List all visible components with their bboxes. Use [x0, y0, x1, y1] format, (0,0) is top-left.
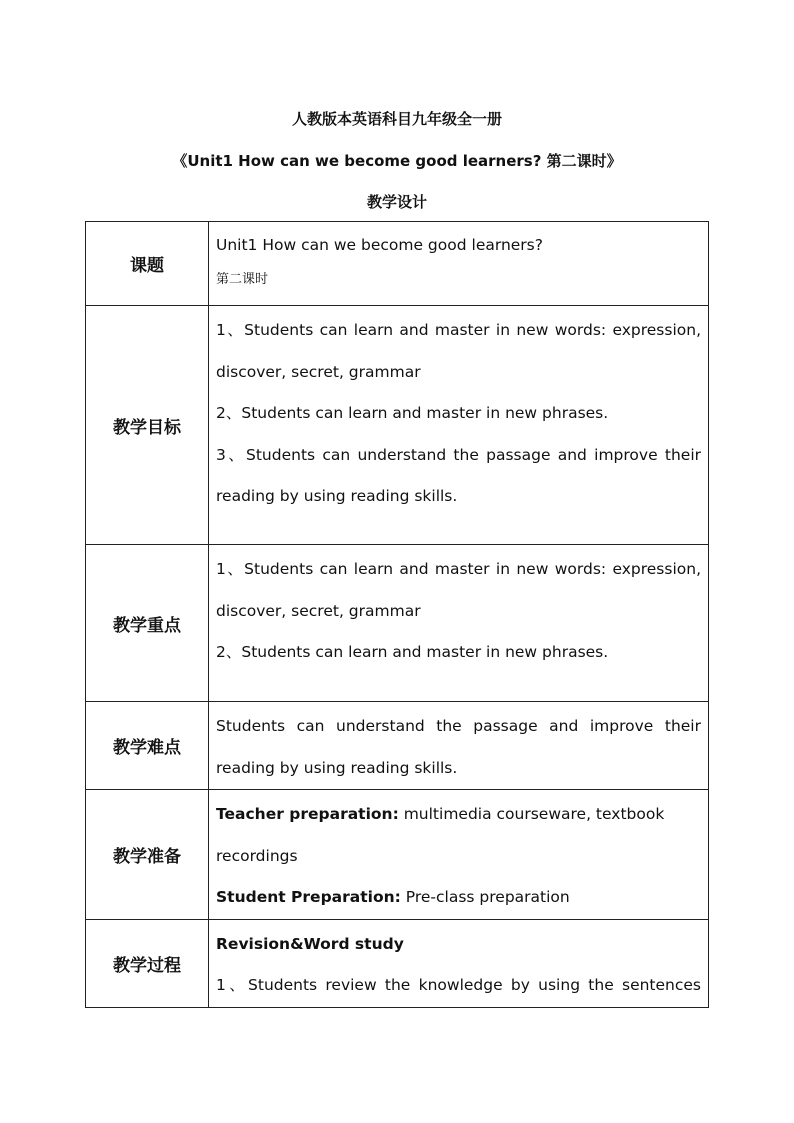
content-preparation [209, 790, 709, 920]
label-preparation: 教学准备 [86, 790, 209, 920]
lesson-title: 《Unit1 How can we become good learners? 第二课时》 [172, 152, 622, 170]
objective-line: 2、Students can learn and master in new phrases. [216, 404, 609, 422]
student-preparation-label: Student Preparation: [216, 888, 401, 906]
teacher-preparation [216, 794, 701, 836]
student-preparation-text: Pre-class preparation [400, 888, 570, 906]
teacher-preparation-cont: recordings [216, 846, 298, 865]
content-topic [209, 222, 709, 306]
content-key-points [209, 545, 709, 702]
teacher-preparation-label: Teacher preparation: [216, 805, 399, 823]
content-objectives [209, 306, 709, 545]
row-preparation [86, 790, 709, 920]
row-objectives [86, 306, 709, 545]
difficulty-line: Students can understand the passage and improve their [216, 717, 701, 735]
document-type: 教学设计 [366, 193, 427, 211]
process-heading-text: Revision&Word study [216, 934, 404, 953]
label-process: 教学过程 [86, 919, 209, 1007]
row-process [86, 919, 709, 1007]
label-difficulties: 教学难点 [86, 702, 209, 790]
objective-line: reading by using reading skills. [216, 487, 458, 505]
content-difficulties [209, 702, 709, 790]
content-process [209, 919, 709, 1007]
lesson-plan-table [85, 221, 709, 1008]
objective-line: 1、Students can learn and master in new words: expression, [216, 321, 701, 339]
topic-subtitle: 第二课时 [216, 272, 269, 287]
topic-title: Unit1 How can we become good learners? [216, 236, 543, 254]
label-objectives: 教学目标 [86, 306, 209, 545]
key-point-line: 1、Students can learn and master in new words: expression, [216, 560, 701, 578]
objective-line: 3、Students can understand the passage and improve their [216, 445, 701, 464]
teacher-preparation-text: multimedia courseware, textbook [398, 805, 665, 823]
objective-line: discover, secret, grammar [216, 362, 421, 381]
process-line: 1、Students review the knowledge by using the sentences [216, 976, 701, 994]
row-difficulties [86, 702, 709, 790]
row-key-points [86, 545, 709, 702]
key-point-line: 2、Students can learn and master in new phrases. [216, 643, 609, 661]
label-topic: 课题 [86, 222, 209, 306]
process-heading [216, 924, 701, 966]
row-topic [86, 222, 709, 306]
difficulty-line: reading by using reading skills. [216, 758, 458, 777]
document-title: 人教版本英语科目九年级全一册 [291, 110, 502, 128]
label-key-points: 教学重点 [86, 545, 209, 702]
key-point-line: discover, secret, grammar [216, 601, 421, 620]
student-preparation [216, 877, 701, 919]
